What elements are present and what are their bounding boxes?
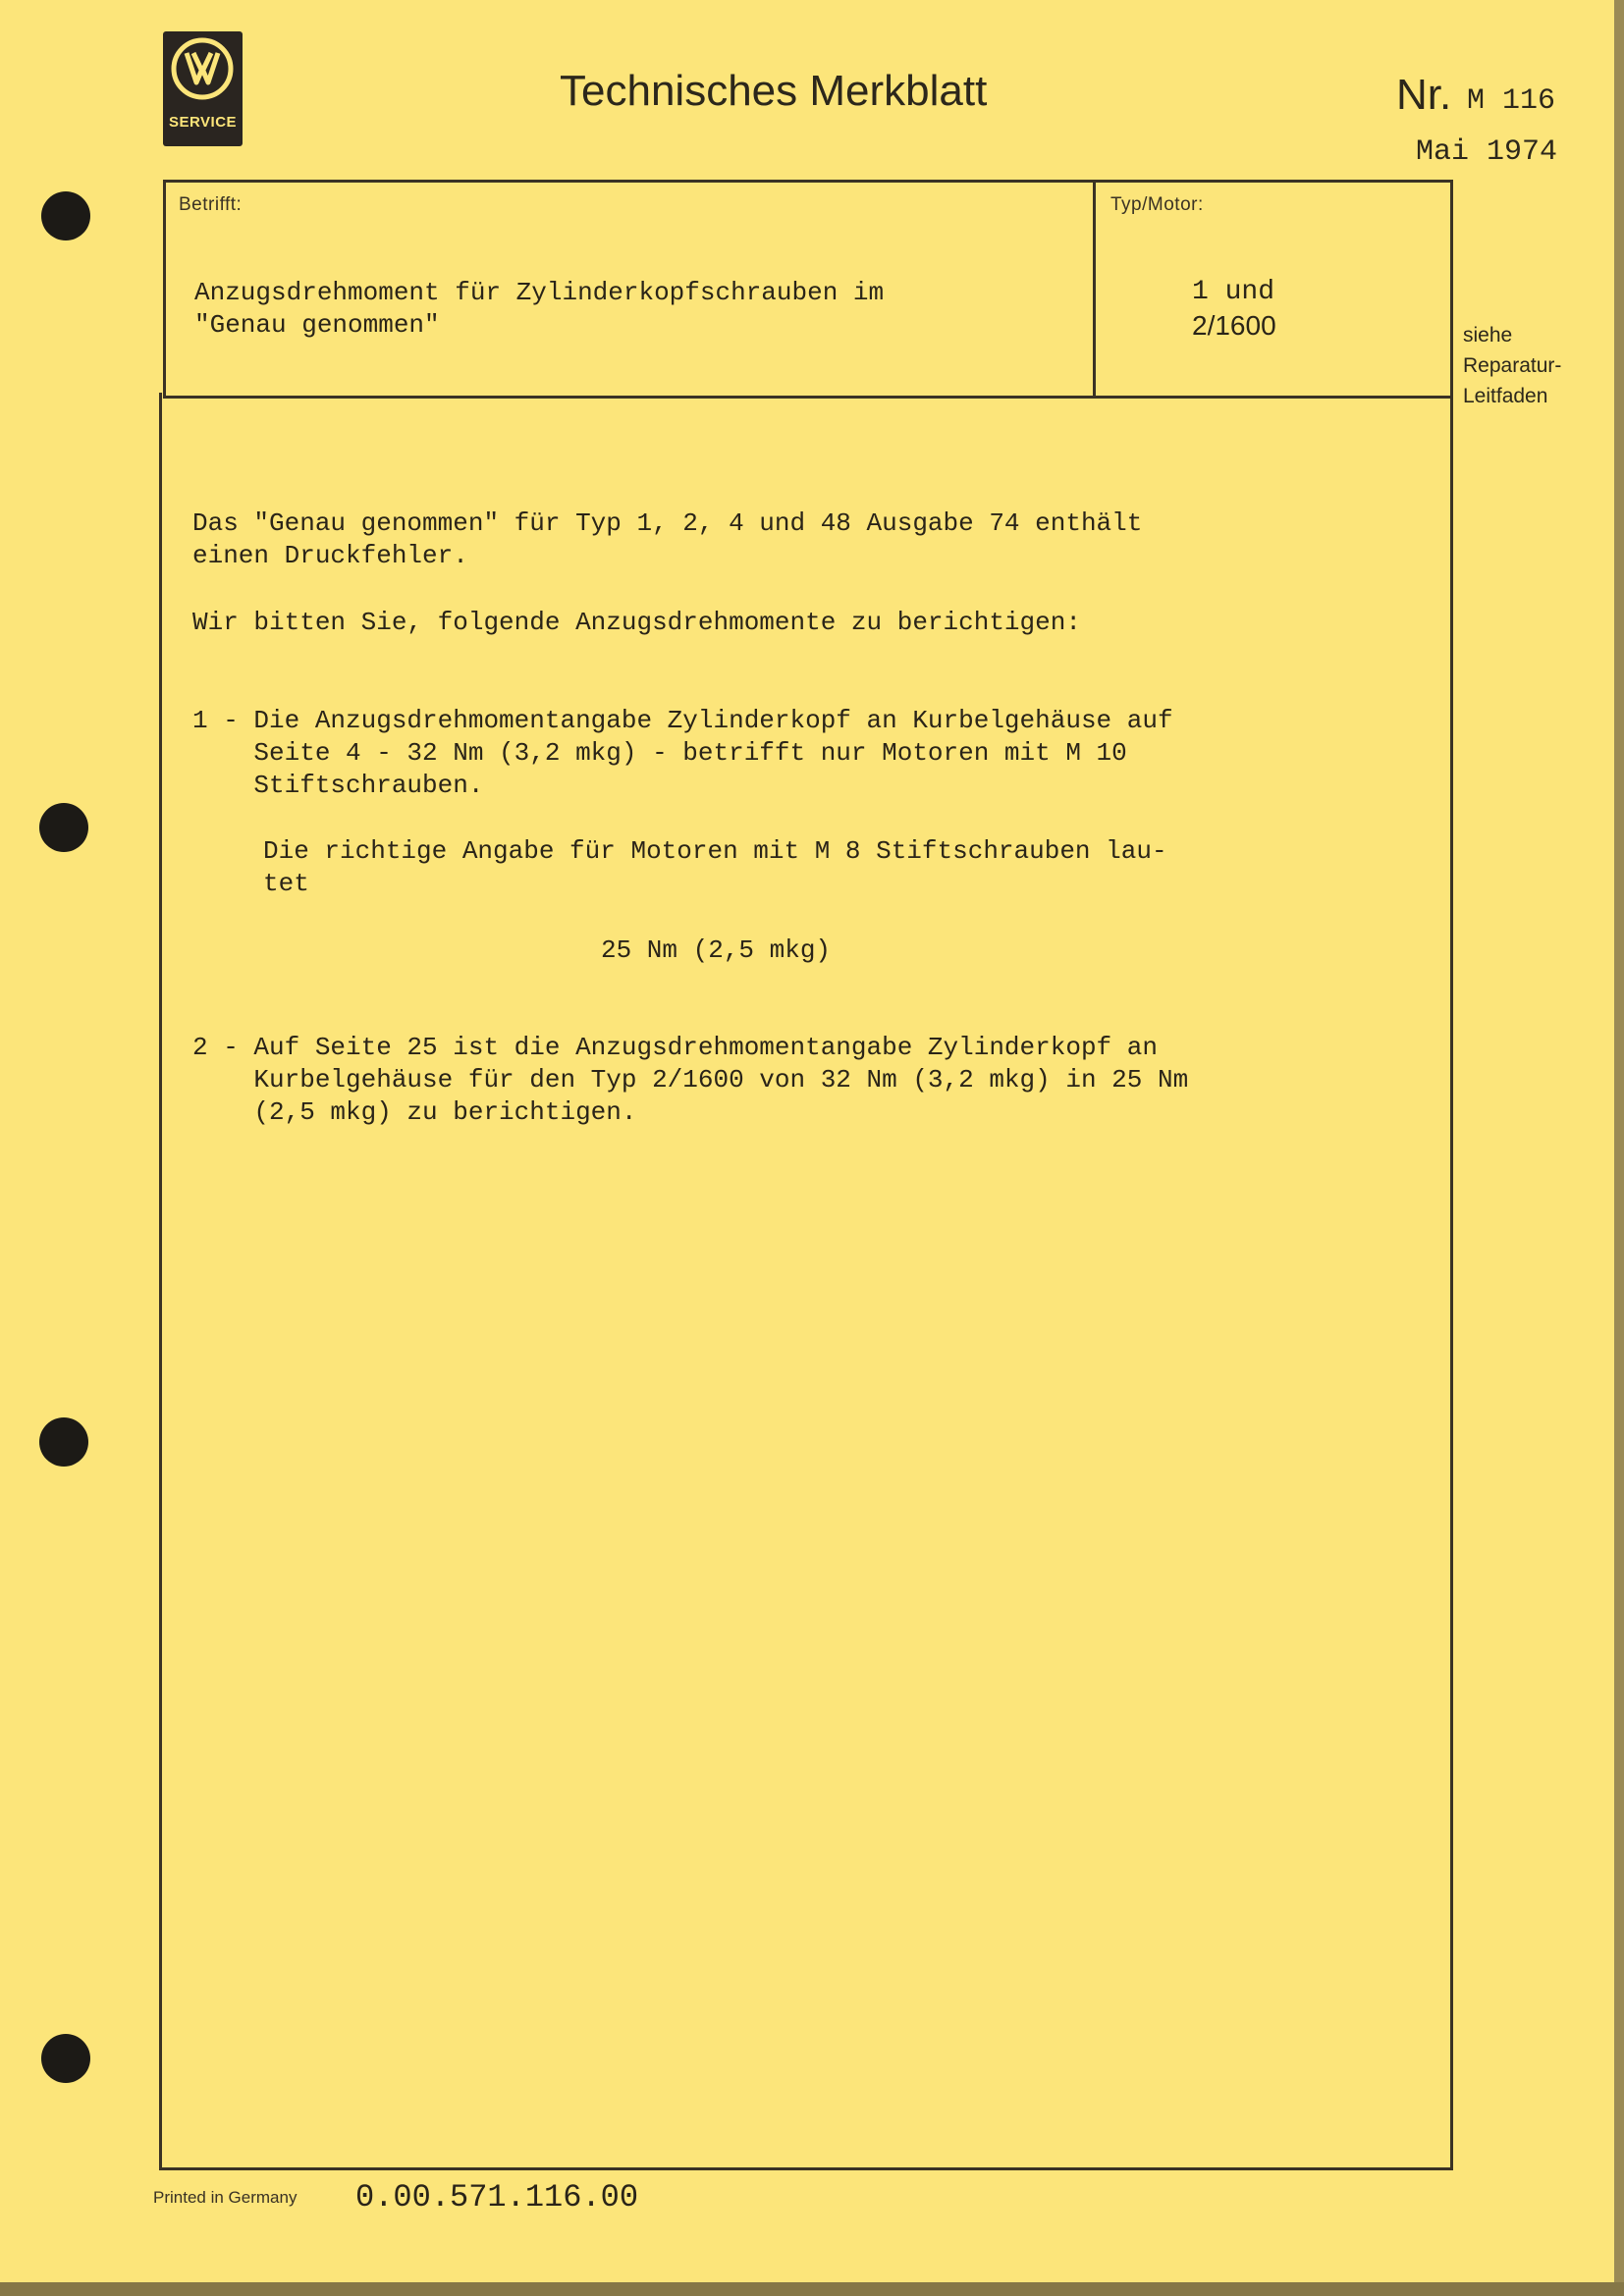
body-item-1-note: Die richtige Angabe für Motoren mit M 8 Stiftschrauben lau- tet xyxy=(263,836,1167,898)
logo-text: SERVICE xyxy=(168,114,238,131)
body-item-1: 1 - Die Anzugsdrehmomentangabe Zylinderkopf an Kurbelgehäuse auf Seite 4 - 32 Nm (3,2 mkg) - betrifft nur Motoren mit M 10 Stiftschrauben. xyxy=(192,706,1173,800)
typ-label: Typ/Motor: xyxy=(1110,194,1204,215)
punch-hole xyxy=(39,1417,88,1467)
paper-edge-right xyxy=(1614,0,1624,2296)
betrifft-label: Betrifft: xyxy=(179,194,243,215)
document-title: Technisches Merkblatt xyxy=(560,67,988,115)
body-item-1-value: 25 Nm (2,5 mkg) xyxy=(601,935,832,965)
punch-hole xyxy=(39,803,88,852)
typ-value-line2: 2/1600 xyxy=(1192,310,1276,341)
issue-date: Mai 1974 xyxy=(1416,135,1558,169)
punch-hole xyxy=(41,191,90,240)
betrifft-text: Anzugsdrehmoment für Zylinderkopfschrauben im "Genau genommen" xyxy=(194,278,885,340)
body-request: Wir bitten Sie, folgende Anzugsdrehmomente zu berichtigen: xyxy=(192,608,1081,637)
side-note: siehe Reparatur- Leitfaden xyxy=(1463,324,1562,407)
content-box xyxy=(159,393,1453,2170)
paper-edge-bottom xyxy=(0,2282,1624,2296)
typ-value-line1: 1 und xyxy=(1192,277,1275,307)
vw-logo-icon xyxy=(170,36,235,101)
nr-label: Nr. xyxy=(1396,71,1452,119)
part-number: 0.00.571.116.00 xyxy=(355,2179,639,2216)
printed-in-label: Printed in Germany xyxy=(153,2188,298,2207)
vw-service-logo xyxy=(163,31,243,146)
body-item-2: 2 - Auf Seite 25 ist die Anzugsdrehmomentangabe Zylinderkopf an Kurbelgehäuse für den Typ 2/1600 von 32 Nm (3,2 mkg) in 25 Nm (2,5 mkg) zu berichtigen. xyxy=(192,1033,1189,1127)
subject-box-divider xyxy=(1093,180,1096,396)
nr-value: M 116 xyxy=(1467,84,1556,118)
body-intro: Das "Genau genommen" für Typ 1, 2, 4 und 48 Ausgabe 74 enthält einen Druckfehler. xyxy=(192,508,1143,570)
punch-hole xyxy=(41,2034,90,2083)
